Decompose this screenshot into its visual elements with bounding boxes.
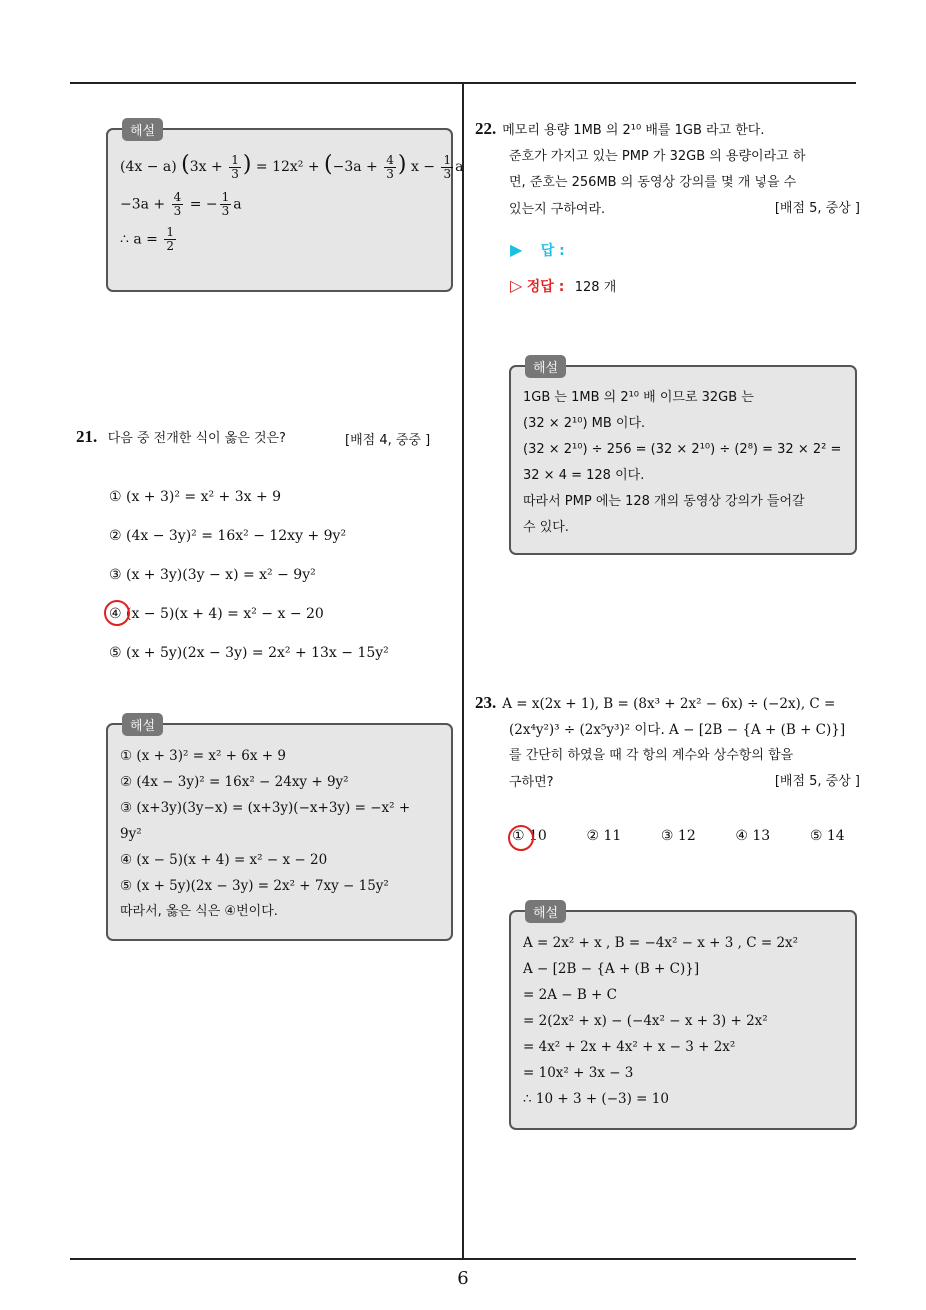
- q21-solution-line: 9y²: [120, 826, 142, 842]
- q20-solution-line-3: ∴ a = $\frac{1}{2}$: [120, 224, 174, 253]
- q21-choice-5[interactable]: ⑤ (x + 5y)(2x − 3y) = 2x² + 13x − 15y²: [109, 645, 389, 661]
- play-arrow-icon: ▶: [510, 240, 523, 259]
- q22-solution-line: (32 × 2¹⁰) ÷ 256 = (32 × 2¹⁰) ÷ (2⁸) = 32 × 2² =: [523, 442, 842, 457]
- fraction: $\frac{4}{3}$: [173, 189, 182, 218]
- q23-choice-2[interactable]: ② 11: [586, 828, 622, 844]
- q22-line: 면, 준호는 256MB 의 동영상 강의를 몇 개 넣을 수: [509, 175, 797, 190]
- q22-solution-line: 32 × 4 = 128 이다.: [523, 468, 645, 483]
- q23-solution-line: A = 2x² + x , B = −4x² − x + 3 , C = 2x²: [523, 935, 799, 951]
- q21-choice-3[interactable]: ③ (x + 3y)(3y − x) = x² − 9y²: [109, 567, 316, 583]
- q21-solution-line: ④ (x − 5)(x + 4) = x² − x − 20: [120, 852, 328, 868]
- fraction: $\frac{1}{3}$: [221, 189, 230, 218]
- fraction: $\frac{1}{3}$: [443, 152, 452, 181]
- q20-solution-box: [106, 124, 464, 292]
- q21-choice-1[interactable]: ① (x + 3)² = x² + 3x + 9: [109, 489, 282, 505]
- q23-line: 구하면?: [509, 775, 554, 790]
- q23-choices: [512, 828, 860, 844]
- q20-solution-line-1: (4x − a) (3x + $\frac{1}{3}$ ) = 12x² + (−3a + $\frac{4}{3}$ ) x − $\frac{1}{3}$ a: [120, 152, 464, 181]
- q22-line: 준호가 가지고 있는 PMP 가 32GB 의 용량이라고 하: [509, 149, 806, 164]
- q23-solution-line: = 2A − B + C: [523, 987, 617, 1003]
- column-divider: [462, 84, 464, 1259]
- solution-tag: 해설: [122, 713, 163, 736]
- q23-solution-line: = 2(2x² + x) − (−4x² − x + 3) + 2x²: [523, 1013, 768, 1029]
- q23-score: [배점 5, 중상 ]: [774, 774, 860, 789]
- solution-tag: 해설: [525, 900, 566, 923]
- q21-choice-4[interactable]: ④ (x − 5)(x + 4) = x² − x − 20: [109, 606, 324, 622]
- q22-solution-box: [509, 361, 857, 555]
- fraction: $\frac{4}{3}$: [386, 152, 394, 181]
- q22-line: 있는지 구하여라.: [509, 202, 606, 217]
- q23-choice-3[interactable]: ③ 12: [660, 828, 696, 844]
- q22-solution-line: 수 있다.: [523, 520, 569, 535]
- q23-solution-line: = 4x² + 2x + 4x² + x − 3 + 2x²: [523, 1039, 736, 1055]
- q23-solution-box: [509, 906, 857, 1130]
- answer-label: 답 :: [540, 243, 565, 259]
- q21-score: [배점 4, 중중 ]: [345, 433, 431, 448]
- solution-tag: 해설: [122, 118, 163, 141]
- q23-answer-mark: [508, 825, 534, 851]
- q23-line: 를 간단히 하였을 때 각 항의 계수와 상수항의 합을: [509, 748, 794, 763]
- q22-line: 메모리 용량 1MB 의 2¹⁰ 배를 1GB 라고 한다.: [502, 123, 765, 138]
- q22-solution-line: 따라서 PMP 에는 128 개의 동영상 강의가 들어갈: [523, 494, 805, 509]
- fraction: $\frac{1}{2}$: [166, 224, 174, 253]
- q22-solution-line: (32 × 2¹⁰) MB 이다.: [523, 416, 646, 431]
- solution-tag: 해설: [525, 355, 566, 378]
- q23-line: (2x⁴y²)³ ÷ (2x⁵y³)² 이다. A − [2B − {A + (B + C)}]: [509, 722, 846, 738]
- q22-score: [배점 5, 중상 ]: [774, 201, 860, 216]
- q20-solution-line-2: −3a + $\frac{4}{3}$ = − $\frac{1}{3}$ a: [120, 189, 242, 218]
- q23-line: A = x(2x + 1), B = (8x³ + 2x² − 6x) ÷ (−2x), C =: [502, 696, 836, 712]
- q23-stem: [475, 690, 860, 796]
- q21-choice-2[interactable]: ② (4x − 3y)² = 16x² − 12xy + 9y²: [109, 528, 347, 544]
- page-number: 6: [457, 1268, 469, 1289]
- q23-number: 23.: [475, 693, 497, 712]
- q23-solution-line: ∴ 10 + 3 + (−3) = 10: [523, 1091, 669, 1107]
- bottom-rule: [70, 1258, 856, 1260]
- outline-arrow-icon: ▷: [510, 276, 523, 295]
- q21-number: 21.: [76, 427, 98, 446]
- q22-correct-row: [510, 276, 616, 296]
- q23-solution-line: A − [2B − {A + (B + C)}]: [523, 961, 700, 977]
- q21-solution-line: ① (x + 3)² = x² + 6x + 9: [120, 748, 286, 764]
- q23-solution-line: = 10x² + 3x − 3: [523, 1065, 634, 1081]
- q21-solution-line: ③ (x+3y)(3y−x) = (x+3y)(−x+3y) = −x² +: [120, 800, 411, 816]
- q22-solution-line: 1GB 는 1MB 의 2¹⁰ 배 이므로 32GB 는: [523, 390, 754, 405]
- q21-solution-line: ⑤ (x + 5y)(2x − 3y) = 2x² + 7xy − 15y²: [120, 878, 389, 894]
- q23-choice-1[interactable]: ① 10: [512, 828, 547, 844]
- q22-stem: [475, 116, 860, 223]
- fraction: $\frac{1}{3}$: [231, 152, 239, 181]
- correct-value: 128 개: [574, 280, 617, 295]
- q21-solution-box: [106, 719, 453, 941]
- q21-answer-mark: [104, 600, 130, 626]
- q22-number: 22.: [475, 119, 497, 138]
- q21-solution-line: ② (4x − 3y)² = 16x² − 24xy + 9y²: [120, 774, 349, 790]
- q23-choice-5[interactable]: ⑤ 14: [809, 828, 845, 844]
- q22-answer-row[interactable]: [510, 240, 565, 260]
- q21-solution-line: 따라서, 옳은 식은 ④번이다.: [120, 904, 278, 919]
- q21-text: 다음 중 전개한 식이 옳은 것은?: [107, 431, 286, 446]
- q23-choice-4[interactable]: ④ 13: [735, 828, 771, 844]
- correct-label: 정답 :: [526, 279, 565, 295]
